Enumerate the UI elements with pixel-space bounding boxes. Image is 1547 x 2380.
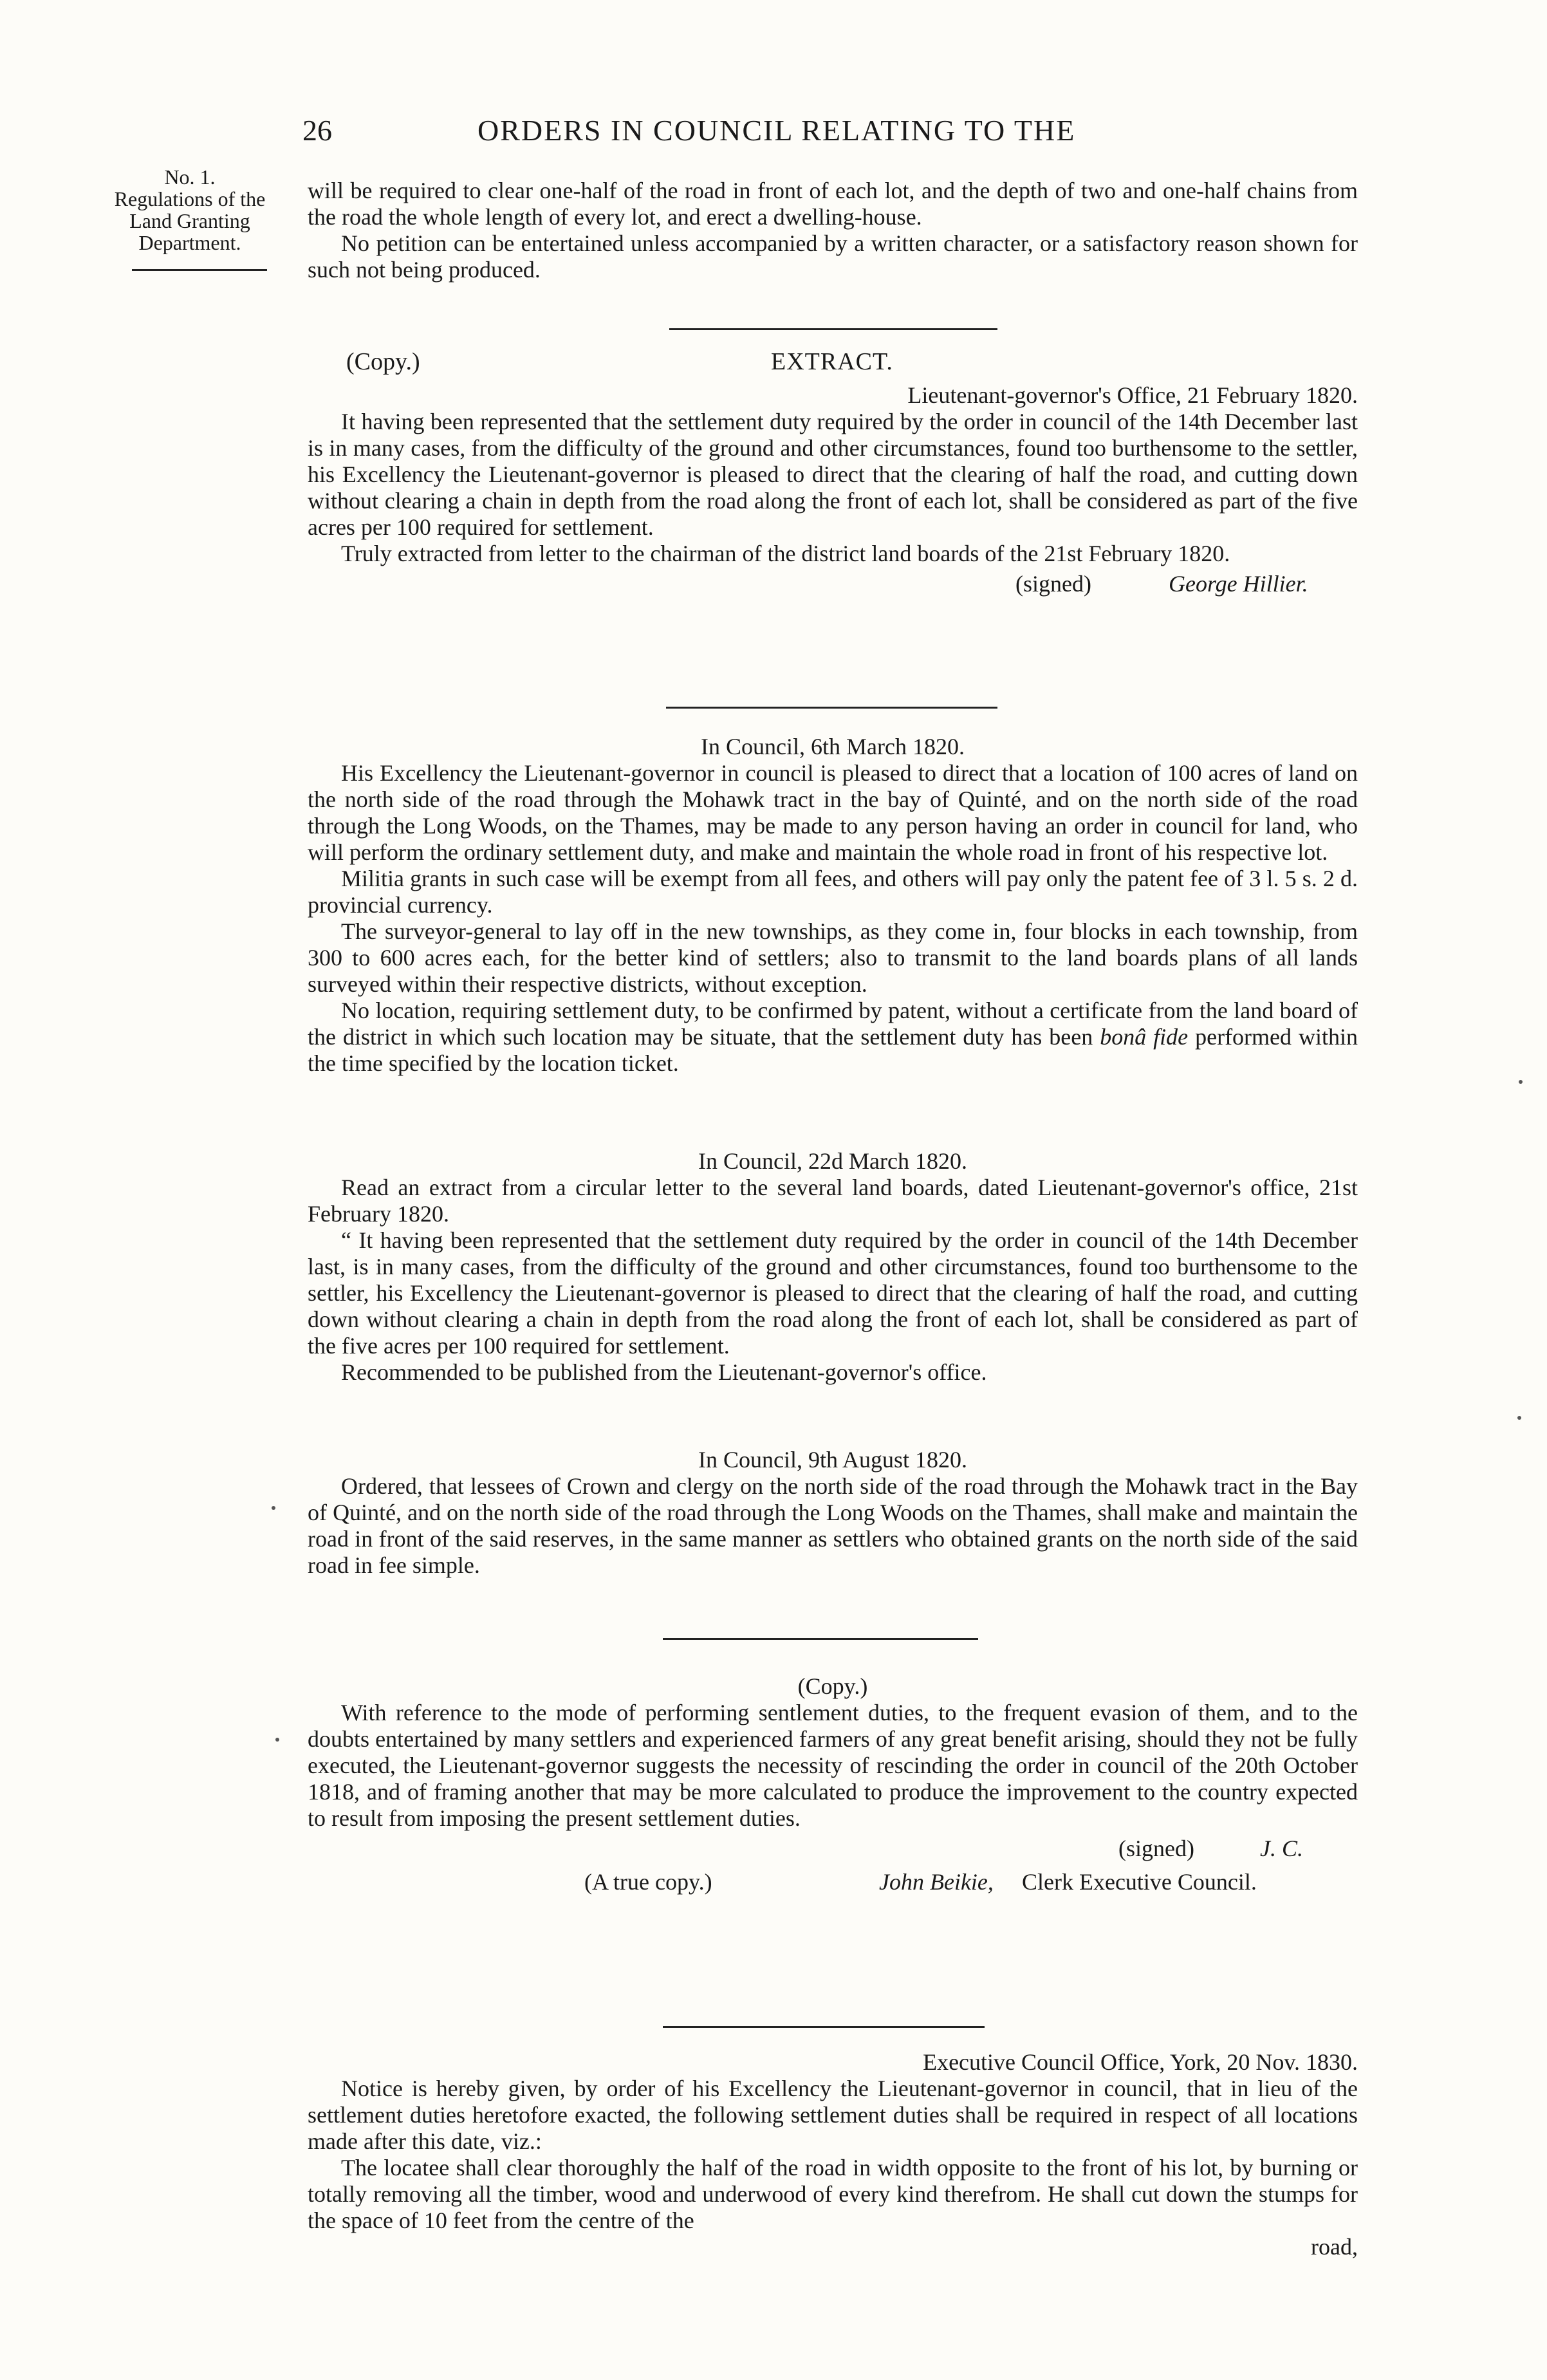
page-speckle xyxy=(272,1506,275,1510)
council-9-august-heading: In Council, 9th August 1820. xyxy=(698,1447,967,1473)
opening-paragraph-2: No petition can be entertained unless accompanied by a written character, or a satisfactory reason shown for such not being produced. xyxy=(308,230,1358,283)
council-6-march-paragraph-4: No location, requiring settlement duty, to be confirmed by patent, without a certificate from the land board of the district in which such location may be situate, that the settlement duty has been bonâ fide performed within the time specified by the location ticket. xyxy=(308,998,1358,1076)
margin-note-number: No. 1. xyxy=(164,165,216,189)
opening-section xyxy=(308,178,1358,283)
extract-copy-label: (Copy.) xyxy=(346,348,420,375)
page-speckle xyxy=(1517,1416,1521,1420)
section-divider-3 xyxy=(663,1638,978,1640)
extract-dateline: Lieutenant-governor's Office, 21 February 1820. xyxy=(907,382,1358,408)
executive-notice-section xyxy=(308,2049,1358,2260)
extract-heading: EXTRACT. xyxy=(771,348,893,375)
section-divider-1 xyxy=(669,328,997,330)
true-copy-label: (A true copy.) xyxy=(584,1869,712,1895)
margin-note-title: Regulations of the Land Granting Department. xyxy=(114,187,266,254)
council-22-march-paragraph-1: Read an extract from a circular letter to the several land boards, dated Lieutenant-governor's office, 21st February 1820. xyxy=(308,1175,1358,1227)
copy-signed-initials: J. C. xyxy=(1260,1836,1303,1861)
opening-paragraph-1: will be required to clear one-half of the road in front of each lot, and the depth of two and one-half chains from the road the whole length of every lot, and erect a dwelling-house. xyxy=(308,178,1358,230)
executive-notice-paragraph-2: The locatee shall clear thoroughly the half of the road in width opposite to the front of his lot, by burning or totally removing all the timber, wood and underwood of every kind therefrom. He shall cut down the stumps for the space of 10 feet from the centre of the xyxy=(308,2155,1358,2233)
extract-paragraph-2: Truly extracted from letter to the chairman of the district land boards of the 21st February 1820. xyxy=(341,541,1230,566)
extract-signed-name: George Hillier. xyxy=(1169,571,1308,597)
extract-signed-label: (signed) xyxy=(1015,571,1091,597)
council-22-march-section xyxy=(308,1148,1358,1386)
copy-heading: (Copy.) xyxy=(797,1673,868,1699)
extract-section xyxy=(308,348,1358,606)
copy-section xyxy=(308,1673,1358,1902)
margin-note xyxy=(97,166,283,254)
catchword: road, xyxy=(1311,2234,1358,2260)
council-22-march-paragraph-3: Recommended to be published from the Lieutenant-governor's office. xyxy=(341,1359,987,1385)
copy-paragraph-1: With reference to the mode of performing sentlement duties, to the frequent evasion of them, and to the doubts entertained by many settlers and experienced farmers of any great benefit arising, should they not be fully executed, the Lieutenant-governor suggests the necessity of rescinding the order in council of the 20th October 1818, and of framing another that may be more calculated to produce the improvement to the country expected to result from imposing the present settlement duties. xyxy=(308,1700,1358,1831)
page-speckle xyxy=(275,1738,279,1742)
council-6-march-paragraph-2: Militia grants in such case will be exempt from all fees, and others will pay only the patent fee of 3 l. 5 s. 2 d. provincial currency. xyxy=(308,866,1358,918)
copy-signed-label: (signed) xyxy=(1118,1836,1194,1861)
section-divider-2 xyxy=(666,707,997,709)
council-6-march-section xyxy=(308,734,1358,1077)
council-6-march-paragraph-1: His Excellency the Lieutenant-governor in council is pleased to direct that a location of 100 acres of land on the north side of the road through the Mohawk tract in the bay of Quinté, and on the north side of the road through the Long Woods, on the Thames, may be made to any person having an order in council for land, who will perform the ordinary settlement duty, and make and maintain the whole road in front of his respective lot. xyxy=(308,760,1358,865)
executive-notice-paragraph-1: Notice is hereby given, by order of his Excellency the Lieutenant-governor in council, that in lieu of the settlement duties heretofore exacted, the following settlement duties shall be required in respect of all locations made after this date, viz.: xyxy=(308,2076,1358,2154)
council-6-march-heading: In Council, 6th March 1820. xyxy=(701,734,965,759)
council-9-august-paragraph-1: Ordered, that lessees of Crown and clergy on the north side of the road through the Mohawk tract in the Bay of Quinté, and on the north side of the road through the Long Woods on the Thames, shall make and maintain the road in front of the said reserves, in the same manner as settlers who obtained grants on the north side of the said road in fee simple. xyxy=(308,1473,1358,1578)
council-22-march-paragraph-2: “ It having been represented that the settlement duty required by the order in council of the 14th December last, is in many cases, from the difficulty of the ground and other circumstances, found too burthensome to the settler, his Excellency the Lieutenant-governor is pleased to direct that the clearing of half the road, and cutting down without clearing a chain in depth from the road along the front of each lot, shall be considered as part of the five acres per 100 required for settlement. xyxy=(308,1227,1358,1359)
executive-notice-dateline: Executive Council Office, York, 20 Nov. 1830. xyxy=(923,2049,1358,2075)
clerk-name: John Beikie, xyxy=(879,1869,994,1895)
page-speckle xyxy=(1519,1080,1523,1084)
council-9-august-section xyxy=(308,1447,1358,1579)
council-22-march-heading: In Council, 22d March 1820. xyxy=(698,1148,967,1174)
extract-paragraph-1: It having been represented that the settlement duty required by the order in council of the 14th December last is in many cases, from the difficulty of the ground and other circumstances, found too burthensome to the settler, his Excellency the Lieutenant-governor is pleased to direct that the clearing of half the road, and cutting down without clearing a chain in depth from the road along the front of each lot, shall be considered as part of the five acres per 100 required for settlement. xyxy=(308,409,1358,540)
clerk-title: Clerk Executive Council. xyxy=(1022,1869,1257,1895)
council-6-march-paragraph-3: The surveyor-general to lay off in the new townships, as they come in, four blocks in each township, from 300 to 600 acres each, for the better kind of settlers; also to transmit to the land boards plans of all lands surveyed within their respective districts, without exception. xyxy=(308,918,1358,997)
running-title: ORDERS IN COUNCIL RELATING TO THE xyxy=(477,114,1076,147)
section-divider-4 xyxy=(663,2026,985,2028)
page-number: 26 xyxy=(302,114,332,147)
margin-rule xyxy=(132,269,267,271)
